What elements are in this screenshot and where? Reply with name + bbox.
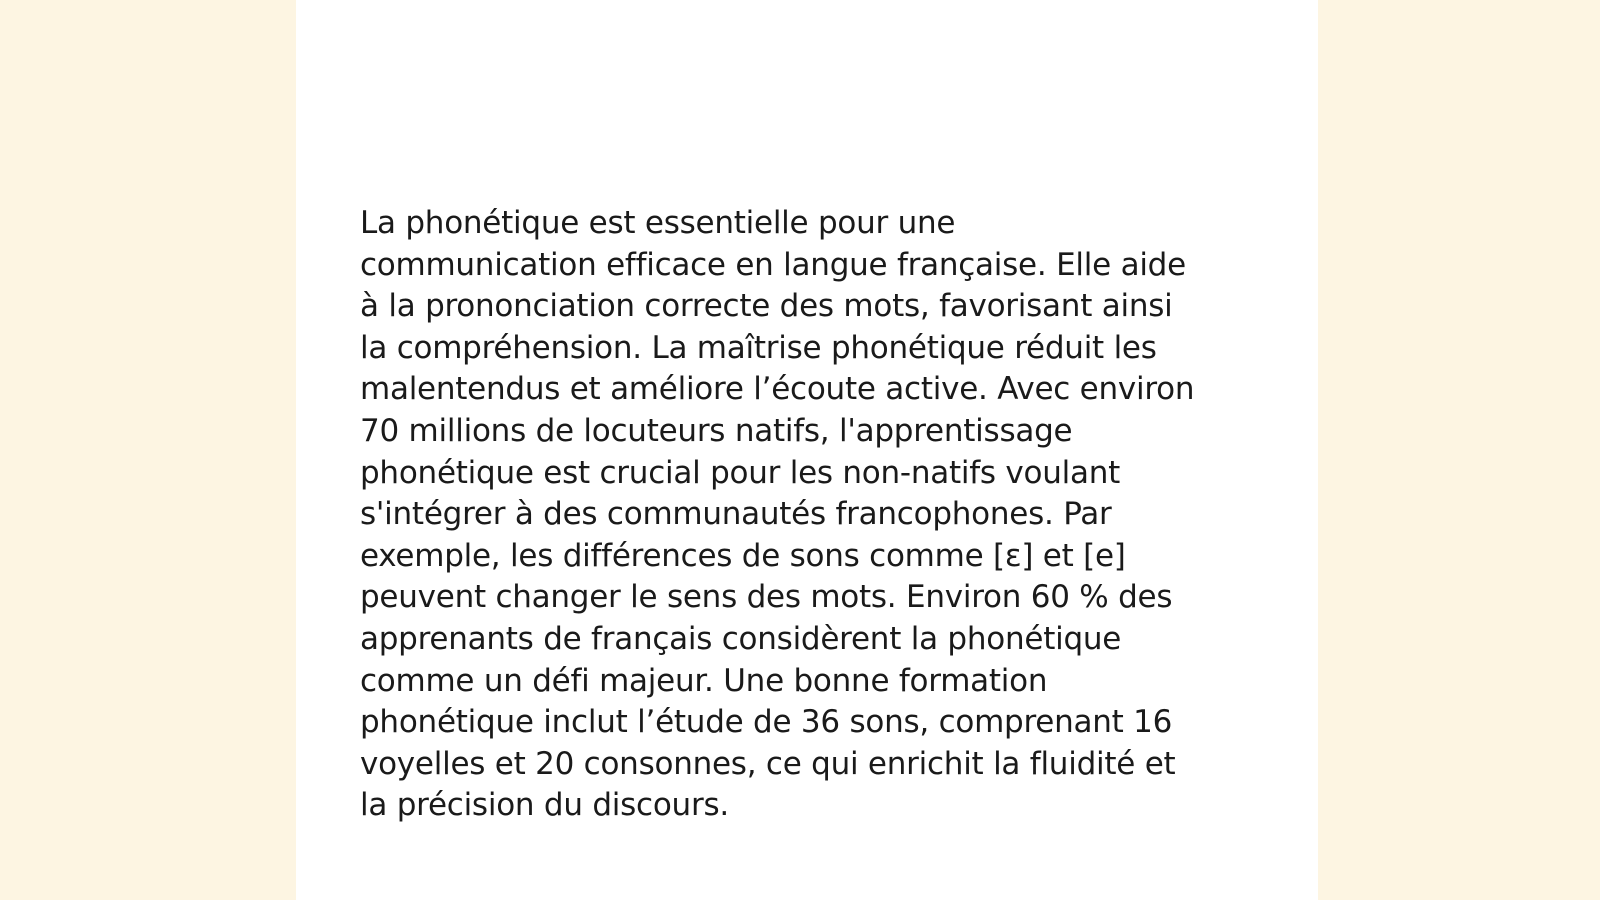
body-paragraph: La phonétique est essentielle pour une communication efficace en langue française. Elle aide à la prononciation correcte des mots, favorisant ainsi la compréhension. La maîtrise phonétique réduit les malentendus et améliore l’écoute active. Avec environ 70 millions de locuteurs natifs, l'apprentissage phonétique est crucial pour les non-natifs voulant s'intégrer à des communautés francophones. Par exemple, les différences de sons comme [ɛ] et [e] peuvent changer le sens des mots. Environ 60 % des apprenants de français considèrent la phonétique comme un défi majeur. Une bonne formation phonétique inclut l’étude de 36 sons, comprenant 16 voyelles et 20 consonnes, ce qui enrichit la fluidité et la précision du discours. xyxy=(360,205,1195,824)
document-page xyxy=(296,0,1318,900)
